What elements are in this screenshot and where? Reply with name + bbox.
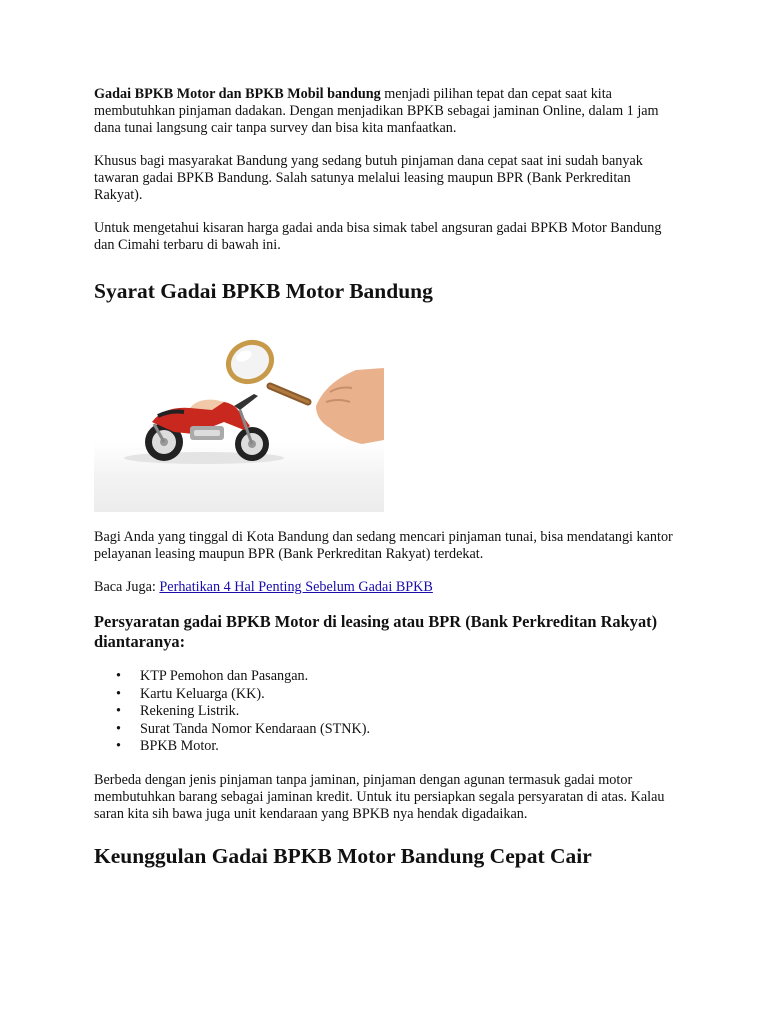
heading-keunggulan: Keunggulan Gadai BPKB Motor Bandung Cepat Cair <box>94 843 592 868</box>
list-item-text: Kartu Keluarga (KK). <box>140 685 265 702</box>
intro-rest: menjadi pilihan tepat dan cepat saat kita membutuhkan pinjaman dadakan. Dengan menjadikan BPKB sebagai jaminan Online, dalam 1 jam dana tunai langsung cair tanpa survey dan bisa kita manfaatkan. <box>94 86 659 136</box>
requirements-list <box>94 668 680 756</box>
baca-juga-line <box>94 579 680 596</box>
list-item-text: Surat Tanda Nomor Kendaraan (STNK). <box>140 720 371 737</box>
intro-bold-lead: Gadai BPKB Motor dan BPKB Mobil bandung <box>94 86 381 102</box>
paragraph-jaminan: Berbeda dengan jenis pinjaman tanpa jaminan, pinjaman dengan agunan termasuk gadai motor membutuhkan barang sebagai jaminan kredit. Untuk itu persiapkan segala persyaratan di atas. Kalau saran kita sih bawa juga unit kendaraan yang BPKB nya hendak digadaikan. <box>94 771 665 822</box>
paragraph-bandung-offers: Khusus bagi masyarakat Bandung yang sedang butuh pinjaman dana cepat saat ini sudah banyak tawaran gadai BPKB Bandung. Salah satunya melalui leasing maupun BPR (Bank Perkreditan Rakyat). <box>94 153 643 203</box>
paragraph-price-table: Untuk mengetahui kisaran harga gadai anda bisa simak tabel angsuran gadai BPKB Motor Bandung dan Cimahi terbaru di bawah ini. <box>94 220 662 253</box>
baca-juga-link[interactable]: Perhatikan 4 Hal Penting Sebelum Gadai BPKB <box>159 579 433 595</box>
subheading-persyaratan: Persyaratan gadai BPKB Motor di leasing atau BPR (Bank Perkreditan Rakyat) diantaranya: <box>94 612 658 651</box>
document-page <box>94 86 680 869</box>
bullet-icon: • <box>116 668 121 684</box>
motorcycle-magnifier-image <box>94 336 384 512</box>
list-item <box>94 738 680 756</box>
heading-syarat: Syarat Gadai BPKB Motor Bandung <box>94 279 433 303</box>
list-item-text: Rekening Listrik. <box>140 703 240 720</box>
bullet-icon: • <box>116 685 121 702</box>
intro-paragraph <box>94 86 680 137</box>
list-item-text: KTP Pemohon dan Pasangan. <box>140 668 309 684</box>
bullet-icon: • <box>116 738 121 755</box>
list-item-text: BPKB Motor. <box>140 738 219 755</box>
paragraph-kota-bandung: Bagi Anda yang tinggal di Kota Bandung dan sedang mencari pinjaman tunai, bisa mendatangi kantor pelayanan leasing maupun BPR (Bank Perkreditan Rakyat) terdekat. <box>94 529 673 562</box>
magnifier-icon <box>222 336 278 389</box>
list-item <box>94 703 680 721</box>
list-item <box>94 721 680 739</box>
bullet-icon: • <box>116 703 121 720</box>
list-item <box>94 668 680 686</box>
list-item <box>94 686 680 704</box>
bullet-icon: • <box>116 720 121 737</box>
baca-juga-label: Baca Juga: <box>94 579 160 595</box>
